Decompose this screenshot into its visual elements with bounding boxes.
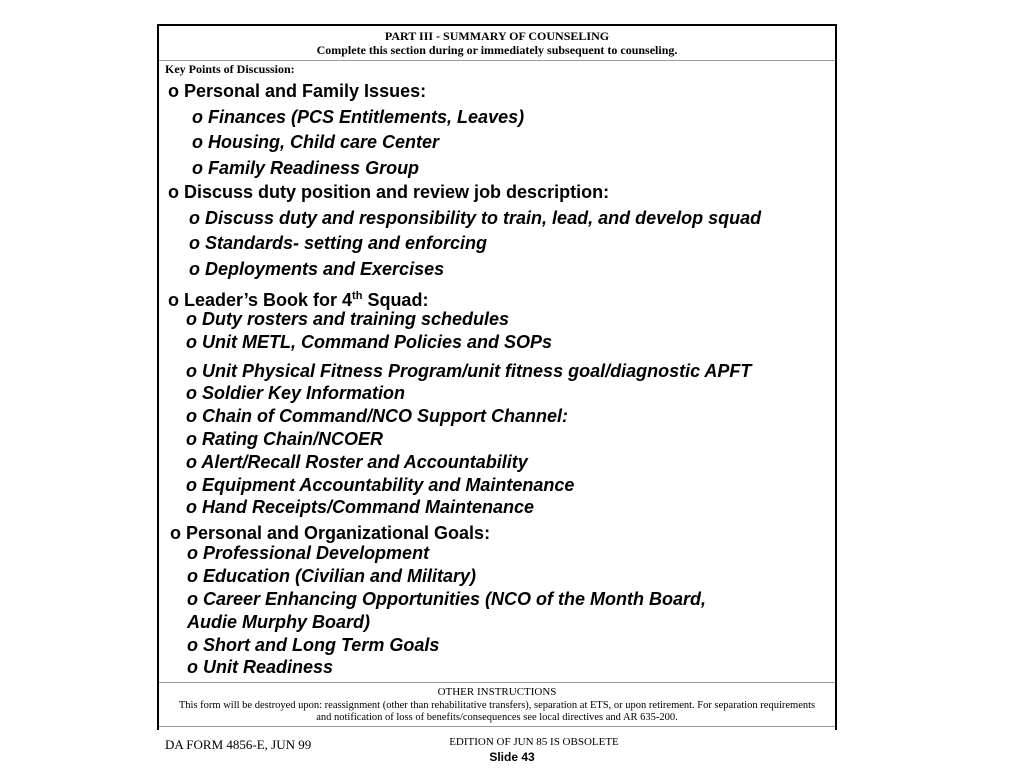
subtopic-equipment: o Equipment Accountability and Maintenance	[186, 475, 575, 495]
form-header	[159, 26, 835, 60]
subtopic-standards: o Standards- setting and enforcing	[189, 233, 488, 253]
header-divider	[159, 60, 835, 61]
subtopic-career-opportunities-cont: Audie Murphy Board)	[187, 612, 370, 632]
subtopic-unit-readiness: o Unit Readiness	[187, 657, 334, 677]
topic-personal-family-issues: o Personal and Family Issues:	[168, 81, 427, 101]
edition-note: EDITION OF JUN 85 IS OBSOLETE	[449, 736, 619, 748]
subtopic-chain-of-command: o Chain of Command/NCO Support Channel:	[186, 406, 568, 426]
subtopic-rating-chain: o Rating Chain/NCOER	[186, 429, 383, 449]
subtopic-professional-development: o Professional Development	[187, 543, 430, 563]
subtopic-education: o Education (Civilian and Military)	[187, 566, 477, 586]
key-points-label: Key Points of Discussion:	[165, 62, 295, 76]
subtopic-soldier-key-info: o Soldier Key Information	[186, 383, 406, 403]
form-subtitle: Complete this section during or immediately subsequent to counseling.	[316, 43, 678, 57]
leaders-book-superscript: th	[352, 290, 363, 302]
leaders-book-text-end: Squad:	[362, 290, 429, 310]
subtopic-housing: o Housing, Child care Center	[192, 132, 440, 152]
form-title: PART III - SUMMARY OF COUNSELING	[384, 29, 610, 43]
subtopic-alert-recall: o Alert/Recall Roster and Accountability	[186, 452, 528, 472]
subtopic-physical-fitness: o Unit Physical Fitness Program/unit fitness goal/diagnostic APFT	[186, 361, 752, 381]
subtopic-career-opportunities: o Career Enhancing Opportunities (NCO of the Month Board,	[187, 589, 707, 609]
slide-number: Slide 43	[489, 750, 535, 764]
form-id: DA FORM 4856-E, JUN 99	[165, 737, 312, 752]
topic-goals: o Personal and Organizational Goals:	[170, 523, 491, 543]
subtopic-family-readiness: o Family Readiness Group	[192, 158, 420, 178]
form-border-left	[157, 24, 159, 730]
leaders-book-text: o Leader’s Book for 4	[168, 290, 353, 310]
form-border-right	[835, 24, 837, 730]
subtopic-duty-rosters: o Duty rosters and training schedules	[186, 309, 510, 329]
subtopic-hand-receipts: o Hand Receipts/Command Maintenance	[186, 497, 535, 517]
subtopic-finances: o Finances (PCS Entitlements, Leaves)	[192, 107, 525, 127]
subtopic-unit-metl: o Unit METL, Command Policies and SOPs	[186, 332, 553, 352]
other-instructions-text: This form will be destroyed upon: reassignment (other than rehabilitative transfers), separation at ETS, or upon retirement. For separation requirements and notification of loss of benefits/consequences see local directives and AR 635-200.	[178, 700, 816, 723]
subtopic-deployments: o Deployments and Exercises	[189, 259, 445, 279]
other-instructions-divider	[159, 682, 835, 683]
topic-duty-position: o Discuss duty position and review job description:	[168, 182, 610, 202]
other-instructions-title: OTHER INSTRUCTIONS	[437, 686, 557, 698]
subtopic-short-long-goals: o Short and Long Term Goals	[187, 635, 440, 655]
subtopic-duty-responsibility: o Discuss duty and responsibility to train, lead, and develop squad	[189, 208, 762, 228]
form-border-bottom	[159, 726, 835, 727]
